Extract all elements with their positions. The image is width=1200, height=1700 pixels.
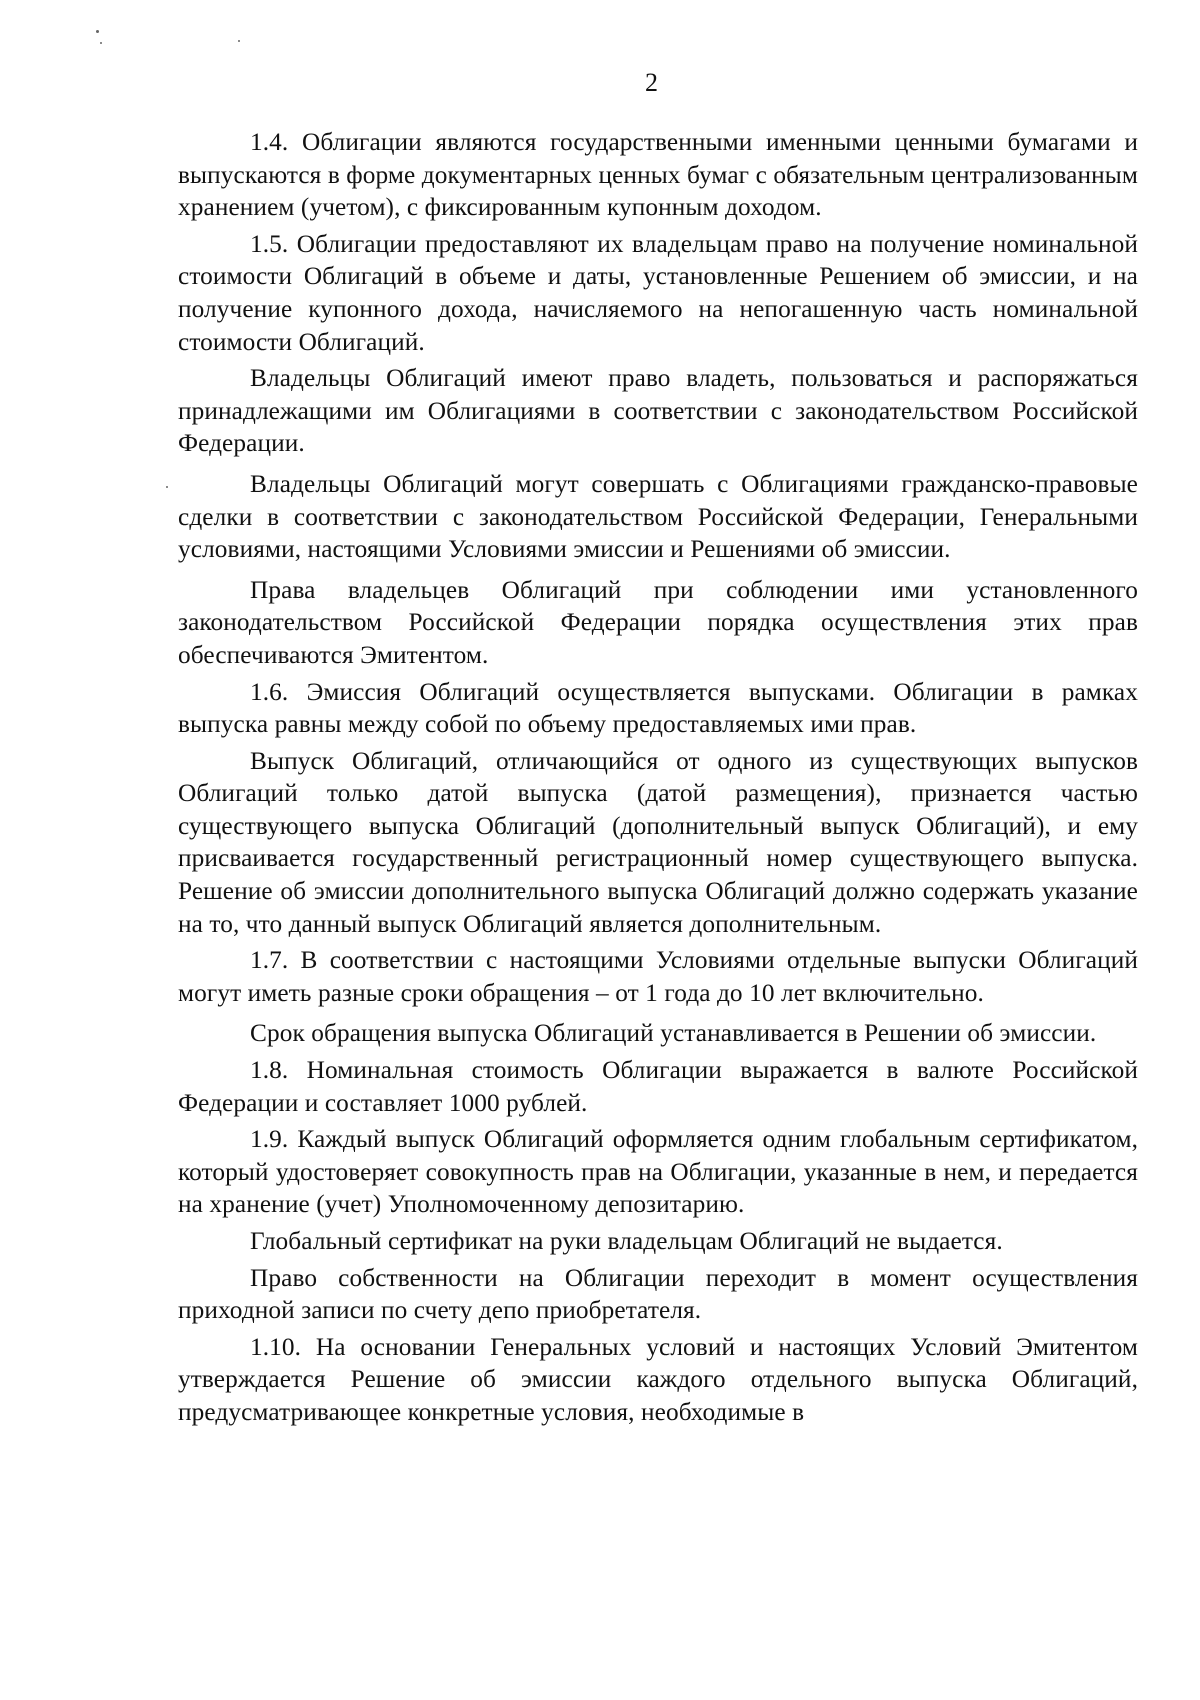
paragraph-1-7: 1.7. В соответствии с настоящими Условиями отдельные выпуски Облигаций могут иметь разные сроки обращения – от 1 года до 10 лет включительно. (178, 946, 1138, 1007)
paragraph-global-certificate: Глобальный сертификат на руки владельцам Облигаций не выдается. (250, 1227, 1003, 1255)
paragraph-circulation-term: Срок обращения выпуска Облигаций устанавливается в Решении об эмиссии. (250, 1019, 1097, 1048)
paragraph-1-10: 1.10. На основании Генеральных условий и настоящих Условий Эмитентом утверждается Решение об эмиссии каждого отдельного выпуска Облигаций, предусматривающее конкретные условия, необходимые в (178, 1332, 1138, 1426)
paragraph-1-4: 1.4. Облигации являются государственными именными ценными бумагами и выпускаются в форме документарных ценных бумаг с обязательным централизованным хранением (учетом), с фиксированным купонным доходом. (178, 128, 1138, 222)
paragraph-owners-rights-ensured: Права владельцев Облигаций при соблюдении ими установленного законодательством Российской Федерации порядка осуществления этих прав обеспечиваются Эмитентом. (178, 575, 1138, 669)
paragraph-additional-issue: Выпуск Облигаций, отличающийся от одного из существующих выпусков Облигаций только датой выпуска (датой размещения), признается частью существующего выпуска Облигаций (дополнительный выпуск Облигаций), и ему присваивается государственный регистрационный номер существующего выпуска. Решение об эмиссии дополнительного выпуска Облигаций должно содержать указание на то, что данный выпуск Облигаций является дополнительным. (178, 746, 1138, 938)
paragraph-1-9: 1.9. Каждый выпуск Облигаций оформляется одним глобальным сертификатом, который удостоверяет совокупность прав на Облигации, указанные в нем, и передается на хранение (учет) Уполномоченному депозитарию. (178, 1125, 1138, 1219)
document-body (178, 126, 1138, 1433)
scan-speck (166, 486, 168, 488)
scan-speck (238, 40, 240, 42)
scan-speck (96, 30, 99, 33)
page-number: 2 (645, 68, 658, 97)
paragraph-ownership-transfer: Право собственности на Облигации переходит в момент осуществления приходной записи по счету депо приобретателя. (178, 1263, 1138, 1325)
paragraph-1-8: 1.8. Номинальная стоимость Облигации выражается в валюте Российской Федерации и составляет 1000 рублей. (178, 1056, 1138, 1117)
paragraph-1-5: 1.5. Облигации предоставляют их владельцам право на получение номинальной стоимости Облигаций в объеме и даты, установленные Решением об эмиссии, и на получение купонного дохода, начисляемого на непогашенную часть номинальной стоимости Облигаций. (178, 229, 1138, 356)
paragraph-owners-rights: Владельцы Облигаций имеют право владеть, пользоваться и распоряжаться принадлежащими им Облигациями в соответствии с законодательством Российской Федерации. (178, 364, 1138, 458)
paragraph-1-6: 1.6. Эмиссия Облигаций осуществляется выпусками. Облигации в рамках выпуска равны между собой по объему предоставляемых ими прав. (178, 677, 1138, 739)
paragraph-owners-transactions: Владельцы Облигаций могут совершать с Облигациями гражданско-правовые сделки в соответствии с законодательством Российской Федерации, Генеральными условиями, настоящими Условиями эмиссии и Решениями об эмиссии. (178, 469, 1138, 564)
scan-speck (100, 42, 102, 44)
